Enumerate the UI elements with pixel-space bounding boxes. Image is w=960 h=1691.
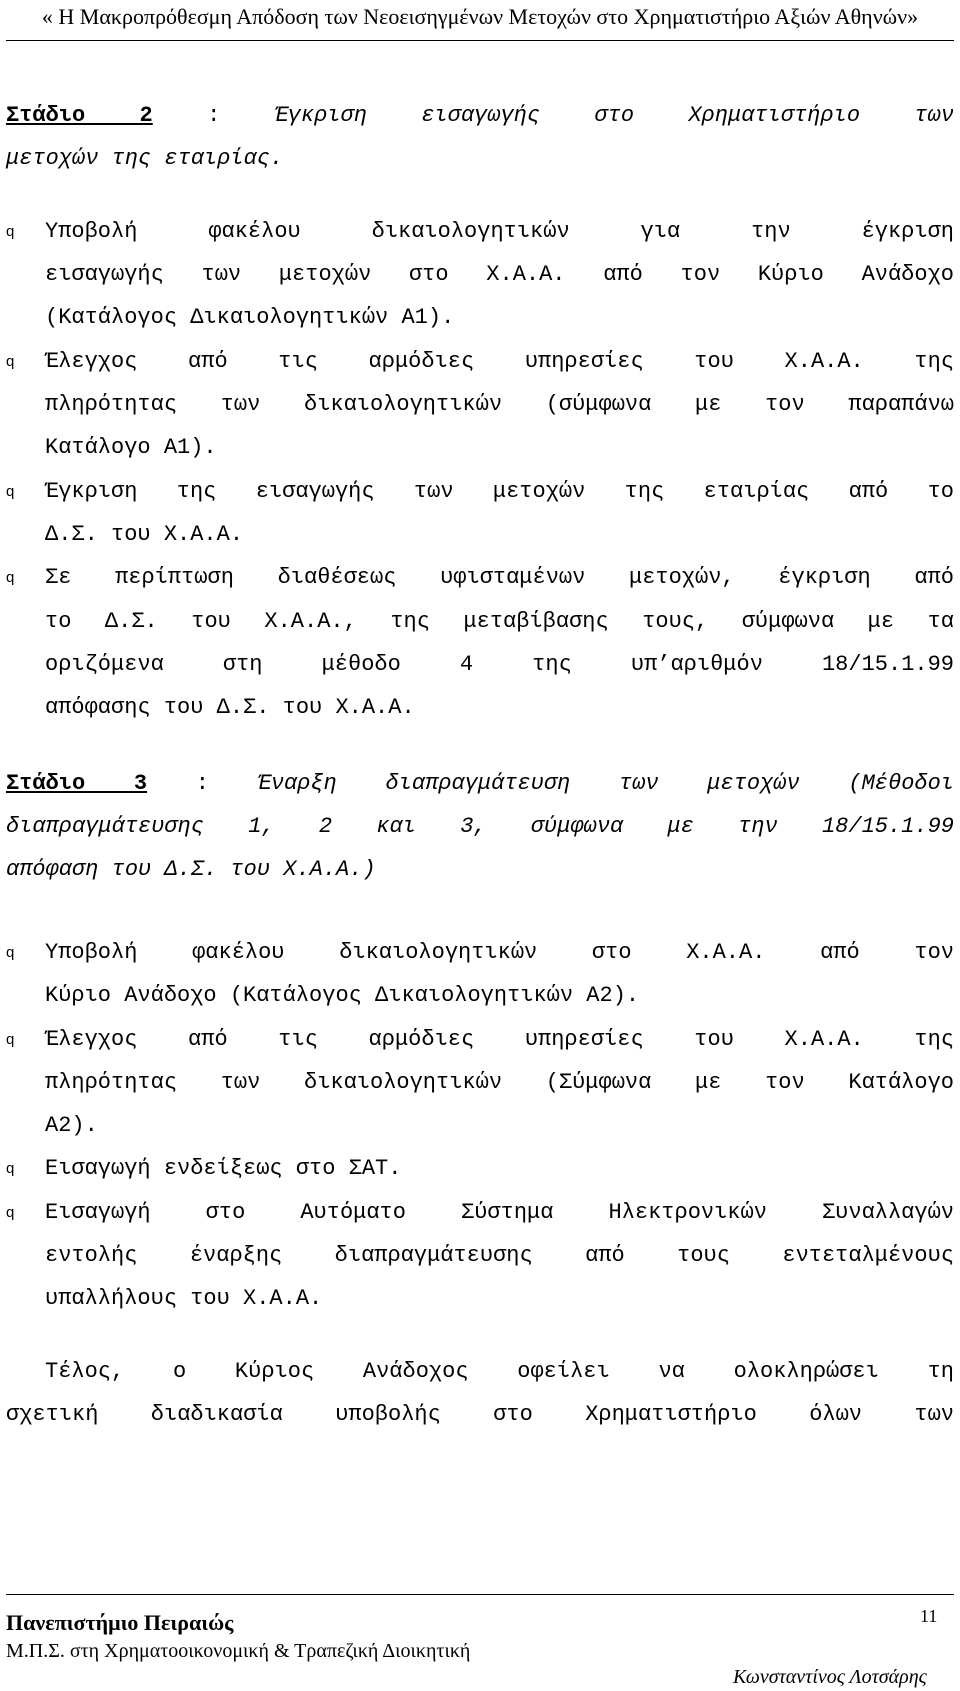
stage2-item4-line4: απόφασης του Δ.Σ. του Χ.Α.Α. <box>45 695 415 720</box>
bullet-icon: q <box>6 1031 15 1048</box>
bullet-icon: q <box>6 1204 15 1221</box>
stage3-item4-line3: υπαλλήλους του Χ.Α.Α. <box>45 1286 323 1311</box>
footer-author: Κωνσταντίνος Λοτσάρης <box>733 1666 927 1688</box>
bullet-icon: q <box>6 944 15 961</box>
stage2-item4-line1: Σε περίπτωση διαθέσεως υφισταμένων μετοχών, έγκριση από <box>45 565 954 590</box>
stage3-item2-line2: πληρότητας των δικαιολογητικών (Σύμφωνα με τον Κατάλογο <box>45 1070 954 1095</box>
stage3-title-line1: Έναρξη διαπραγμάτευση των μετοχών (Μέθοδοι <box>257 771 954 796</box>
stage2-item2-line3: Κατάλογο Α1). <box>45 435 217 460</box>
stage3-heading <box>6 764 954 804</box>
stage2-item1-line3: (Κατάλογος Δικαιολογητικών Α1). <box>45 305 455 330</box>
stage2-item2-line2: πληρότητας των δικαιολογητικών (σύμφωνα με τον παραπάνω <box>45 392 954 417</box>
stage2-colon: : <box>207 103 221 128</box>
stage3-item4-line2: εντολής έναρξης διαπραγμάτευσης από τους εντεταλμένους <box>45 1243 954 1268</box>
bullet-icon: q <box>6 1160 15 1177</box>
stage2-heading <box>6 96 954 136</box>
bullet-icon: q <box>6 569 15 586</box>
stage2-item4-line2: το Δ.Σ. του Χ.Α.Α., της μεταβίβασης τους, σύμφωνα με τα <box>45 609 954 634</box>
stage3-item2-line3: Α2). <box>45 1113 98 1138</box>
stage2-item3-line1: Έγκριση της εισαγωγής των μετοχών της εταιρίας από το <box>45 479 954 504</box>
closing-line1: Τέλος, ο Κύριος Ανάδοχος οφείλει να ολοκληρώσει τη <box>45 1359 954 1384</box>
footer-program: Μ.Π.Σ. στη Χρηματοοικονομική & Τραπεζική Διοικητική <box>6 1640 471 1662</box>
closing-line2: σχετική διαδικασία υποβολής στο Χρηματιστήριο όλων των <box>6 1402 954 1427</box>
bullet-icon: q <box>6 223 15 240</box>
stage2-item1-line2: εισαγωγής των μετοχών στο Χ.Α.Α. από τον Κύριο Ανάδοχο <box>45 262 954 287</box>
bullet-icon: q <box>6 483 15 500</box>
stage3-item1-line2: Κύριο Ανάδοχο (Κατάλογος Δικαιολογητικών Α2). <box>45 983 640 1008</box>
stage2-item3-line2: Δ.Σ. του Χ.Α.Α. <box>45 522 244 547</box>
stage3-item2-line1: Έλεγχος από τις αρμόδιες υπηρεσίες του Χ.Α.Α. της <box>45 1027 954 1052</box>
stage2-item4-line3: οριζόμενα στη μέθοδο 4 της υπ’αριθμόν 18/15.1.99 <box>45 652 954 677</box>
header-rule <box>6 40 954 41</box>
stage2-title-line1: Έγκριση εισαγωγής στο Χρηματιστήριο των <box>274 103 954 128</box>
stage2-item1-line1: Υποβολή φακέλου δικαιολογητικών για την έγκριση <box>45 219 954 244</box>
footer-university: Πανεπιστήμιο Πειραιώς <box>6 1610 234 1635</box>
stage3-title-line3: απόφαση του Δ.Σ. του Χ.Α.Α.) <box>6 857 376 882</box>
stage2-item2-line1: Έλεγχος από τις αρμόδιες υπηρεσίες του Χ.Α.Α. της <box>45 349 954 374</box>
page-number: 11 <box>920 1606 938 1626</box>
bullet-icon: q <box>6 353 15 370</box>
stage3-item1-line1: Υποβολή φακέλου δικαιολογητικών στο Χ.Α.Α. από τον <box>45 940 954 965</box>
stage3-title-line2: διαπραγμάτευσης 1, 2 και 3, σύμφωνα με την 18/15.1.99 <box>6 814 954 839</box>
footer-rule <box>6 1594 954 1595</box>
running-header: « Η Μακροπρόθεσμη Απόδοση των Νεοεισηγμένων Μετοχών στο Χρηματιστήριο Αξιών Αθηνών» <box>41 4 919 29</box>
stage3-item3-line1: Εισαγωγή ενδείξεως στο ΣΑΤ. <box>45 1156 402 1181</box>
stage2-title-line2: μετοχών της εταιρίας. <box>6 146 284 171</box>
stage3-item4-line1: Εισαγωγή στο Αυτόματο Σύστημα Ηλεκτρονικών Συναλλαγών <box>45 1200 954 1225</box>
stage3-label: Στάδιο 3 <box>6 771 148 796</box>
stage2-label: Στάδιο 2 <box>6 103 153 128</box>
stage3-colon: : <box>195 771 209 796</box>
